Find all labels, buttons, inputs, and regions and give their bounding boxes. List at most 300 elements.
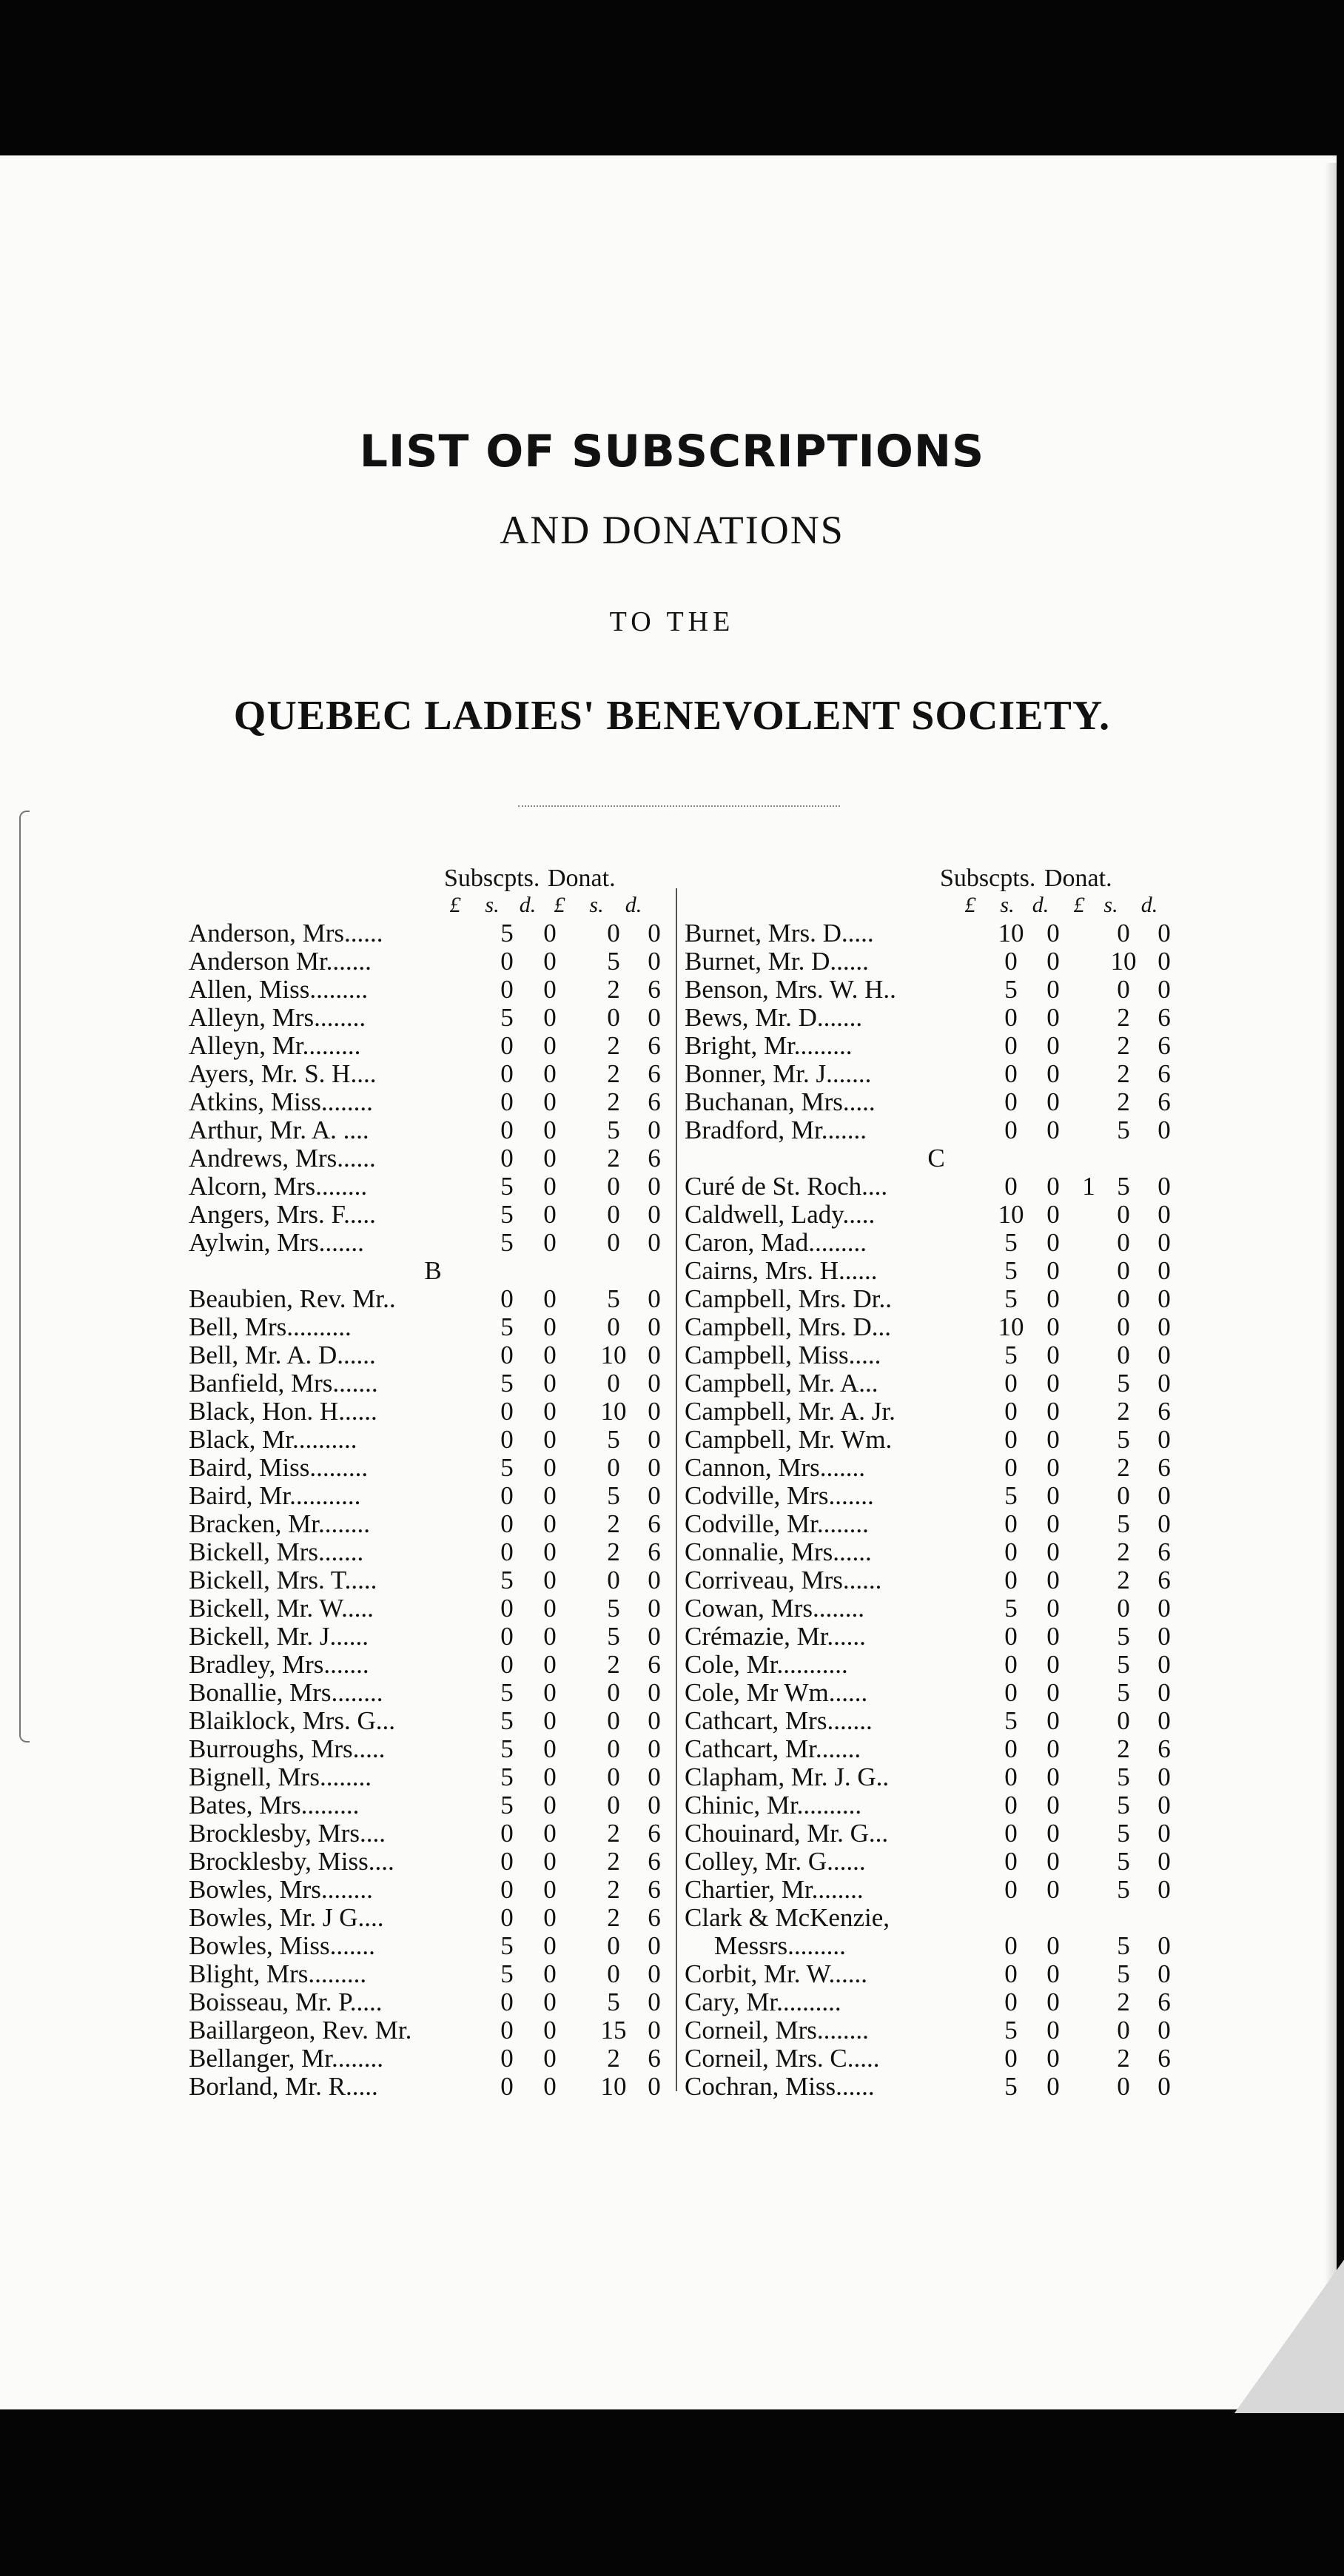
subscription-shillings: 0: [1004, 1875, 1018, 1904]
donation-shillings: 5: [607, 947, 620, 976]
subscription-pence: 0: [1046, 2044, 1060, 2073]
subscriber-row: [189, 1876, 677, 1904]
subscription-shillings: 0: [1004, 1369, 1018, 1398]
subscriber-row: [685, 1059, 1171, 1088]
unit-label: s.: [589, 893, 604, 917]
subscription-shillings: 0: [1004, 947, 1018, 976]
subscriber-row: [685, 1481, 1171, 1510]
subscriber-row: [685, 1031, 1171, 1060]
donation-pence: 0: [648, 1566, 661, 1594]
subscription-shillings: 5: [500, 919, 514, 947]
subscription-pence: 0: [1046, 1369, 1060, 1398]
subscriber-name: Bickell, Mrs.......: [189, 1538, 364, 1566]
donation-pence: 0: [1157, 1875, 1171, 1904]
subscriber-name: Cochran, Miss......: [685, 2073, 875, 2101]
donation-shillings: 0: [1117, 2072, 1130, 2101]
subscriber-row: [189, 1651, 677, 1679]
subscription-shillings: 5: [500, 1959, 514, 1988]
subscriber-row: [685, 1594, 1171, 1623]
subscription-shillings: 5: [1004, 1481, 1018, 1510]
donation-shillings: 5: [1117, 1172, 1130, 1201]
subscription-shillings: 5: [500, 1200, 514, 1229]
subscriber-row: [189, 1398, 677, 1426]
subscription-shillings: 10: [998, 919, 1024, 947]
subscription-shillings: 0: [500, 1988, 514, 2016]
donation-shillings: 0: [1117, 975, 1130, 1004]
subscription-shillings: 0: [500, 2016, 514, 2045]
subscription-shillings: 0: [500, 947, 514, 976]
subscription-shillings: 0: [1004, 1425, 1018, 1454]
currency-units-header: [189, 893, 677, 919]
subscriber-name: Black, Mr..........: [189, 1426, 357, 1454]
subscriber-name: Bell, Mr. A. D......: [189, 1341, 376, 1369]
subscription-pence: 0: [1046, 1875, 1060, 1904]
donation-shillings: 2: [607, 975, 620, 1004]
donation-pence: 6: [1157, 1453, 1171, 1482]
donations-header: Donat.: [1044, 865, 1112, 892]
unit-label: d.: [625, 893, 642, 917]
subscription-shillings: 0: [500, 1537, 514, 1566]
donation-pence: 0: [1157, 2072, 1171, 2101]
subscriber-name: Brocklesby, Mrs....: [189, 1819, 386, 1848]
subscription-shillings: 5: [500, 1369, 514, 1398]
subscriber-row: [189, 1426, 677, 1454]
subscriber-name: Anderson, Mrs......: [189, 919, 383, 947]
subscriber-name: Blaiklock, Mrs. G...: [189, 1707, 396, 1735]
donation-pence: 0: [648, 1959, 661, 1988]
donation-pence: 0: [648, 1988, 661, 2016]
donation-pounds: 1: [1082, 1172, 1095, 1201]
donation-pence: 0: [1157, 975, 1171, 1004]
donation-pence: 0: [648, 1425, 661, 1454]
donation-pence: 0: [648, 1706, 661, 1735]
column-header: [685, 865, 1166, 893]
subscriber-name: Corneil, Mrs........: [685, 2016, 869, 2045]
subscriptions-header: Subscpts.: [940, 865, 1036, 892]
donation-pence: 6: [648, 1087, 661, 1116]
subscription-shillings: 5: [1004, 1594, 1018, 1623]
subscriber-name: Bright, Mr.........: [685, 1032, 853, 1060]
donation-pence: 0: [648, 1481, 661, 1510]
subscriber-row: [685, 1341, 1171, 1369]
subscription-pence: 0: [1046, 1566, 1060, 1594]
donation-pence: 0: [648, 2016, 661, 2045]
subscription-shillings: 0: [500, 1509, 514, 1538]
subscriber-name: Baillargeon, Rev. Mr.: [189, 2016, 412, 2045]
subscriber-name: Caldwell, Lady.....: [685, 1201, 876, 1229]
donation-pence: 6: [648, 1059, 661, 1088]
subscriber-name: Blight, Mrs.........: [189, 1960, 367, 1988]
donation-shillings: 0: [607, 1228, 620, 1257]
subscriber-name: Cole, Mr...........: [685, 1651, 848, 1679]
donation-shillings: 0: [607, 1003, 620, 1032]
donation-pence: 0: [648, 1453, 661, 1482]
donation-shillings: 2: [1117, 2044, 1130, 2073]
subscription-pence: 0: [1046, 1537, 1060, 1566]
donation-shillings: 2: [607, 1903, 620, 1932]
subscriber-name: Campbell, Mr. A. Jr.: [685, 1398, 896, 1426]
subscription-shillings: 0: [1004, 1847, 1018, 1876]
subscriber-name: Chouinard, Mr. G...: [685, 1819, 889, 1848]
subscription-shillings: 5: [500, 1172, 514, 1201]
subscription-pence: 0: [1046, 919, 1060, 947]
subscriber-row: [685, 2016, 1171, 2045]
subscriber-name: Arthur, Mr. A. ....: [189, 1116, 369, 1144]
subscription-pence: 0: [543, 1059, 557, 1088]
subscription-pence: 0: [1046, 2072, 1060, 2101]
subscription-shillings: 10: [998, 1200, 1024, 1229]
donation-pence: 6: [1157, 1988, 1171, 2016]
subscriber-row: [189, 2073, 677, 2101]
subscriber-row: [189, 1369, 677, 1398]
subscription-shillings: 0: [500, 1397, 514, 1426]
donation-shillings: 2: [607, 1819, 620, 1848]
subscription-pence: 0: [1046, 1059, 1060, 1088]
subscription-shillings: 5: [500, 1931, 514, 1960]
subscriber-name: Campbell, Mr. A...: [685, 1369, 878, 1398]
subscriber-row: [189, 1173, 677, 1201]
subscriber-row: [685, 1904, 1166, 1932]
subscription-shillings: 5: [500, 1762, 514, 1791]
subscription-shillings: 5: [500, 1678, 514, 1707]
subscription-pence: 0: [543, 1397, 557, 1426]
subscription-shillings: 5: [1004, 2072, 1018, 2101]
donation-pence: 6: [1157, 1031, 1171, 1060]
subscriber-name: Bickell, Mr. J......: [189, 1623, 369, 1651]
donation-pence: 0: [648, 1172, 661, 1201]
donation-shillings: 0: [607, 1734, 620, 1763]
donation-pence: 0: [648, 1228, 661, 1257]
subscriber-row: [189, 2016, 677, 2045]
unit-label: d.: [1140, 893, 1158, 917]
donation-shillings: 2: [1117, 1566, 1130, 1594]
donation-pence: 0: [648, 1791, 661, 1819]
donation-shillings: 2: [607, 1031, 620, 1060]
subscriber-name: Corneil, Mrs. C.....: [685, 2045, 880, 2073]
subscription-pence: 0: [543, 1172, 557, 1201]
subscription-pence: 0: [1046, 1172, 1060, 1201]
subscriber-row: [685, 975, 1171, 1004]
subscription-shillings: 5: [1004, 1706, 1018, 1735]
donation-pence: 6: [648, 1847, 661, 1876]
subscription-shillings: 0: [500, 1116, 514, 1144]
subscription-pence: 0: [543, 1762, 557, 1791]
subscriber-name: Bignell, Mrs........: [189, 1763, 372, 1791]
subscriber-name: Bickell, Mr. W.....: [189, 1594, 374, 1623]
donation-pence: 6: [648, 1537, 661, 1566]
donation-shillings: 0: [1117, 1200, 1130, 1229]
section-letter-row: [189, 1257, 677, 1285]
subscription-shillings: 5: [1004, 975, 1018, 1004]
subscriber-name: Beaubien, Rev. Mr..: [189, 1285, 396, 1313]
donation-pence: 0: [1157, 1791, 1171, 1819]
subscriber-row: [189, 1566, 677, 1594]
subscriber-name: Bowles, Mrs........: [189, 1876, 373, 1904]
donation-shillings: 0: [1117, 1341, 1130, 1369]
subscription-pence: 0: [1046, 1678, 1060, 1707]
subscription-shillings: 0: [1004, 1650, 1018, 1679]
subscription-shillings: 5: [500, 1706, 514, 1735]
subscriber-name: Bracken, Mr........: [189, 1510, 370, 1538]
donation-pence: 0: [1157, 1312, 1171, 1341]
donation-shillings: 2: [1117, 1087, 1130, 1116]
subscription-shillings: 0: [500, 1341, 514, 1369]
donation-pence: 0: [1157, 1256, 1171, 1285]
subscription-pence: 0: [543, 975, 557, 1004]
donation-shillings: 5: [1117, 1650, 1130, 1679]
subscription-pence: 0: [543, 1875, 557, 1904]
subscription-pence: 0: [543, 1341, 557, 1369]
subscription-shillings: 5: [1004, 1256, 1018, 1285]
subscriber-row: [189, 919, 677, 947]
subscription-pence: 0: [543, 1087, 557, 1116]
subscriber-name: Campbell, Mrs. Dr..: [685, 1285, 892, 1313]
donation-shillings: 5: [1117, 1762, 1130, 1791]
subscription-pence: 0: [1046, 1594, 1060, 1623]
donation-pence: 0: [648, 1734, 661, 1763]
donation-shillings: 0: [1117, 1481, 1130, 1510]
subscription-pence: 0: [1046, 1200, 1060, 1229]
title-and-donations: AND DONATIONS: [500, 508, 844, 552]
subscriber-row: [685, 1453, 1171, 1482]
donation-pence: 0: [1157, 1819, 1171, 1848]
donation-shillings: 5: [1117, 1369, 1130, 1398]
donation-shillings: 0: [1117, 1228, 1130, 1257]
donation-shillings: 0: [607, 1678, 620, 1707]
donation-pence: 6: [1157, 1734, 1171, 1763]
donation-shillings: 0: [607, 1959, 620, 1988]
subscriber-name: Clapham, Mr. J. G..: [685, 1763, 890, 1791]
subscription-pence: 0: [1046, 1481, 1060, 1510]
donation-shillings: 2: [607, 1087, 620, 1116]
currency-units-header: [685, 893, 1166, 919]
subscription-shillings: 0: [500, 1059, 514, 1088]
donation-shillings: 5: [1117, 1116, 1130, 1144]
subscriber-name: Bates, Mrs.........: [189, 1791, 360, 1819]
subscriber-name: Connalie, Mrs......: [685, 1538, 872, 1566]
subscriber-name: Baird, Miss.........: [189, 1454, 369, 1482]
donation-shillings: 5: [607, 1284, 620, 1313]
subscriber-row: [685, 1509, 1171, 1538]
donation-pence: 6: [1157, 1059, 1171, 1088]
subscription-pence: 0: [1046, 1425, 1060, 1454]
subscription-pence: 0: [543, 1537, 557, 1566]
subscription-shillings: 5: [500, 1566, 514, 1594]
donation-pence: 0: [1157, 1228, 1171, 1257]
subscription-shillings: 0: [1004, 1931, 1018, 1960]
subscriber-row: [189, 1088, 677, 1116]
donation-shillings: 0: [1117, 1312, 1130, 1341]
subscription-shillings: 0: [1004, 1059, 1018, 1088]
subscription-pence: 0: [1046, 1847, 1060, 1876]
subscriber-row: [685, 1116, 1171, 1144]
subscription-pence: 0: [1046, 1341, 1060, 1369]
donation-pence: 6: [1157, 1003, 1171, 1032]
donation-shillings: 5: [1117, 1875, 1130, 1904]
donation-pence: 6: [1157, 1537, 1171, 1566]
donation-pence: 6: [648, 1509, 661, 1538]
subscriber-row: [189, 1144, 677, 1173]
donation-shillings: 2: [1117, 1734, 1130, 1763]
donation-shillings: 2: [1117, 1397, 1130, 1426]
donation-pence: 0: [1157, 1650, 1171, 1679]
subscriber-row: [189, 1341, 677, 1369]
donation-shillings: 0: [1117, 1706, 1130, 1735]
subscription-pence: 0: [1046, 1397, 1060, 1426]
donation-shillings: 5: [1117, 1425, 1130, 1454]
donation-shillings: 5: [1117, 1678, 1130, 1707]
donation-shillings: 10: [600, 1341, 627, 1369]
subscription-shillings: 5: [500, 1734, 514, 1763]
subscriber-name: Codville, Mr........: [685, 1510, 869, 1538]
subscription-pence: 0: [1046, 1453, 1060, 1482]
subscription-pence: 0: [543, 1144, 557, 1173]
subscriber-name: Bonner, Mr. J.......: [685, 1060, 872, 1088]
subscription-shillings: 0: [500, 1144, 514, 1173]
subscriber-row: [685, 1537, 1171, 1566]
subscriber-name: Bickell, Mrs. T.....: [189, 1566, 377, 1594]
subscriber-name: Crémazie, Mr......: [685, 1623, 866, 1651]
subscription-shillings: 0: [1004, 1116, 1018, 1144]
subscriber-row: [189, 1960, 677, 1988]
subscription-pence: 0: [543, 1650, 557, 1679]
donation-shillings: 0: [607, 1566, 620, 1594]
donation-shillings: 5: [607, 1988, 620, 2016]
subscriber-row: [189, 1791, 677, 1819]
donation-pence: 0: [648, 919, 661, 947]
page-edge-shadow: [1325, 163, 1337, 2406]
subscription-shillings: 0: [1004, 1734, 1018, 1763]
subscription-pence: 0: [543, 1734, 557, 1763]
subscription-shillings: 5: [1004, 1341, 1018, 1369]
donation-shillings: 0: [607, 1453, 620, 1482]
unit-label: £: [554, 893, 565, 917]
subscriber-name: Brocklesby, Miss....: [189, 1848, 394, 1876]
subscription-shillings: 0: [500, 1087, 514, 1116]
subscription-shillings: 0: [500, 1650, 514, 1679]
subscriber-name: Cathcart, Mr.......: [685, 1735, 861, 1763]
subscription-pence: 0: [543, 1847, 557, 1876]
subscriber-row: [685, 1003, 1171, 1032]
subscriber-row: [189, 1116, 677, 1144]
donation-shillings: 10: [600, 1397, 627, 1426]
subscription-shillings: 5: [500, 1453, 514, 1482]
donation-shillings: 2: [607, 1509, 620, 1538]
subscription-shillings: 0: [500, 1819, 514, 1848]
right-column: [685, 865, 1171, 2101]
subscription-pence: 0: [543, 1116, 557, 1144]
left-column: [189, 865, 677, 2101]
title-list-of-subscriptions: LIST OF SUBSCRIPTIONS: [359, 426, 985, 477]
subscriber-name: Campbell, Miss.....: [685, 1341, 881, 1369]
donation-pence: 6: [1157, 1087, 1171, 1116]
subscription-shillings: 0: [1004, 1087, 1018, 1116]
donation-shillings: 2: [1117, 1003, 1130, 1032]
subscription-pence: 0: [543, 1931, 557, 1960]
donation-shillings: 0: [1117, 2016, 1130, 2045]
subscriber-row: [189, 1904, 677, 1932]
subscription-pence: 0: [543, 2072, 557, 2101]
subscriber-row: [685, 1397, 1171, 1426]
donation-pence: 0: [1157, 1369, 1171, 1398]
donation-pence: 0: [648, 1622, 661, 1651]
subscriber-row: [685, 1875, 1171, 1904]
donation-pence: 0: [648, 1762, 661, 1791]
subscriber-name: Burroughs, Mrs.....: [189, 1735, 386, 1763]
subscription-pence: 0: [1046, 1256, 1060, 1285]
donation-shillings: 0: [607, 919, 620, 947]
donation-shillings: 2: [607, 1847, 620, 1876]
subscriber-row: [189, 1229, 677, 1257]
donation-shillings: 5: [607, 1594, 620, 1623]
subscriber-row: [189, 1848, 677, 1876]
subscriber-row: [685, 1706, 1171, 1735]
donations-header: Donat.: [548, 865, 616, 892]
subscription-shillings: 0: [1004, 1819, 1018, 1848]
donation-pence: 0: [1157, 1116, 1171, 1144]
unit-label: d.: [519, 893, 537, 917]
subscription-pence: 0: [1046, 947, 1060, 976]
subscription-shillings: 0: [500, 2044, 514, 2073]
donation-shillings: 2: [1117, 1031, 1130, 1060]
donation-shillings: 0: [1117, 1284, 1130, 1313]
subscription-pence: 0: [543, 1988, 557, 2016]
donation-pence: 6: [648, 2044, 661, 2073]
subscription-shillings: 0: [500, 1594, 514, 1623]
subscription-pence: 0: [1046, 1116, 1060, 1144]
subscription-pence: 0: [543, 1284, 557, 1313]
subscriber-row: [189, 947, 677, 976]
donation-shillings: 15: [600, 2016, 627, 2045]
subscriber-row: [685, 1678, 1171, 1707]
subscriber-row: [685, 1791, 1171, 1819]
subscriber-name: Cairns, Mrs. H......: [685, 1257, 878, 1285]
subscription-pence: 0: [1046, 1959, 1060, 1988]
donation-shillings: 5: [607, 1481, 620, 1510]
donation-pence: 0: [648, 1003, 661, 1032]
donation-shillings: 5: [1117, 1622, 1130, 1651]
subscriber-name: Caron, Mad.........: [685, 1229, 867, 1257]
subscription-pence: 0: [543, 1622, 557, 1651]
subscription-shillings: 0: [1004, 1031, 1018, 1060]
donation-pence: 0: [1157, 1481, 1171, 1510]
donation-pence: 0: [1157, 1959, 1171, 1988]
page-curl: [1234, 2258, 1344, 2413]
donation-pence: 0: [1157, 1678, 1171, 1707]
subscription-shillings: 0: [500, 1284, 514, 1313]
donation-shillings: 2: [607, 1059, 620, 1088]
subscription-shillings: 0: [1004, 1566, 1018, 1594]
donation-shillings: 5: [1117, 1847, 1130, 1876]
subscription-pence: 0: [1046, 1509, 1060, 1538]
donation-pence: 6: [1157, 2044, 1171, 2073]
subscriber-name: Buchanan, Mrs.....: [685, 1088, 876, 1116]
donation-pence: 0: [1157, 1341, 1171, 1369]
donation-pence: 0: [1157, 1706, 1171, 1735]
donation-pence: 0: [648, 1369, 661, 1398]
subscriber-name: Alleyn, Mr.........: [189, 1032, 361, 1060]
subscription-pence: 0: [543, 947, 557, 976]
subscriber-name: Burnet, Mr. D......: [685, 947, 869, 976]
donation-shillings: 5: [1117, 1509, 1130, 1538]
subscriber-row: [685, 1256, 1171, 1285]
subscription-pence: 0: [1046, 1650, 1060, 1679]
subscriber-row: [685, 1819, 1171, 1848]
subscription-pence: 0: [1046, 2016, 1060, 2045]
subscriber-row: [685, 1650, 1171, 1679]
subscriber-row: [189, 1763, 677, 1791]
unit-label: £: [1073, 893, 1085, 917]
